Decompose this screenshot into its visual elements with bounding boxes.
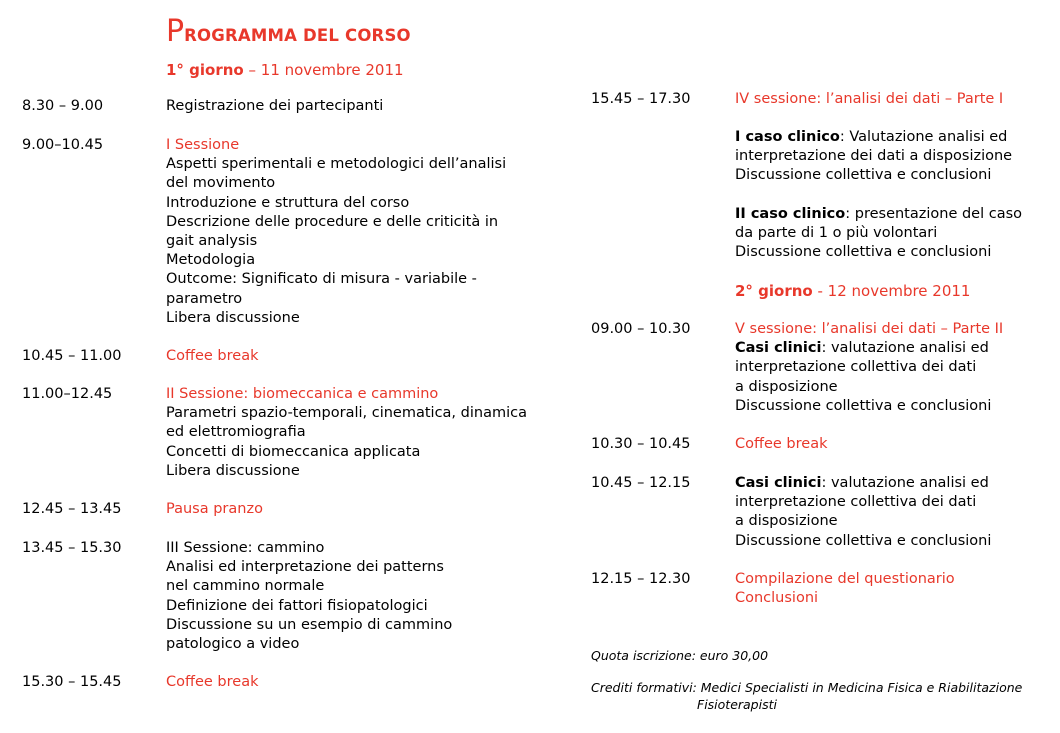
- left-line: Libera discussione: [166, 309, 300, 326]
- left-line: patologico a video: [166, 636, 300, 653]
- left-content-3: [166, 385, 527, 481]
- day-1-heading: [166, 61, 404, 79]
- title-initial: P: [166, 14, 185, 49]
- day-2-label: 2° giorno: [735, 282, 813, 300]
- left-content-6: [166, 673, 259, 692]
- left-line: ed elettromiografia: [166, 424, 306, 441]
- left-line: Discussione su un esempio di cammino: [166, 616, 453, 633]
- left-time-0: 8.30 – 9.00: [22, 98, 104, 114]
- left-line: parametro: [166, 290, 243, 307]
- right-content-0: [735, 90, 1003, 109]
- left-time-2: 10.45 – 11.00: [22, 348, 122, 364]
- left-line: Registrazione dei partecipanti: [166, 98, 384, 114]
- title-rest: ROGRAMMA DEL CORSO: [184, 26, 411, 45]
- right-line: Discussione collettiva e conclusioni: [735, 397, 992, 414]
- left-content-0: [166, 97, 383, 116]
- right-content-6: [735, 570, 955, 608]
- case-label: II caso clinico: [735, 206, 846, 222]
- right-line: : Valutazione analisi ed: [839, 129, 1008, 145]
- coffee-break: Coffee break: [166, 674, 259, 690]
- right-line: : valutazione analisi ed: [821, 340, 989, 357]
- right-line: : valutazione analisi ed: [821, 475, 989, 491]
- left-time-6: 15.30 – 15.45: [22, 674, 122, 690]
- left-time-3: 11.00–12.45: [22, 386, 113, 402]
- left-line: gait analysis: [166, 233, 258, 250]
- left-line: Libera discussione: [166, 462, 300, 479]
- right-line: a disposizione: [735, 378, 838, 395]
- left-line: Definizione dei fattori fisiopatologici: [166, 597, 428, 614]
- right-line: Discussione collettiva e conclusioni: [735, 167, 992, 184]
- right-content-2: [735, 205, 1022, 263]
- right-time-4: 10.30 – 10.45: [591, 436, 691, 452]
- right-time-5: 10.45 – 12.15: [591, 475, 691, 491]
- coffee-break: Coffee break: [735, 436, 828, 452]
- left-content-1: [166, 136, 506, 328]
- left-content-5: [166, 539, 452, 654]
- right-content-1: [735, 128, 1012, 186]
- left-line: III Sessione: cammino: [166, 540, 325, 556]
- left-line: Outcome: Significato di misura - variabile -: [166, 271, 477, 288]
- right-time-6: 12.15 – 12.30: [591, 571, 691, 587]
- session-heading: II Sessione: biomeccanica e cammino: [166, 386, 439, 402]
- right-time-3: 09.00 – 10.30: [591, 321, 691, 337]
- coffee-break: Coffee break: [166, 348, 259, 364]
- left-line: Introduzione e struttura del corso: [166, 194, 410, 211]
- left-content-2: [166, 347, 259, 366]
- right-line: Discussione collettiva e conclusioni: [735, 532, 992, 549]
- left-time-1: 9.00–10.45: [22, 137, 104, 153]
- credits-note: Crediti formativi: Medici Specialisti in Medicina Fisica e Riabilitazione: [591, 680, 1023, 695]
- day-2-date: - 12 novembre 2011: [812, 282, 971, 300]
- left-time-5: 13.45 – 15.30: [22, 540, 122, 556]
- day-1-date: – 11 novembre 2011: [243, 61, 404, 79]
- left-line: del movimento: [166, 175, 276, 192]
- right-content-3: [735, 320, 1003, 416]
- right-line: interpretazione dei dati a disposizione: [735, 148, 1013, 165]
- right-content-4: [735, 435, 828, 454]
- right-content-5: [735, 474, 991, 551]
- left-line: nel cammino normale: [166, 578, 325, 595]
- right-line: interpretazione collettiva dei dati: [735, 494, 977, 511]
- case-label: I caso clinico: [735, 129, 840, 145]
- session-heading: I Sessione: [166, 137, 240, 153]
- left-line: Analisi ed interpretazione dei patterns: [166, 559, 444, 576]
- day-1-label: 1° giorno: [166, 61, 244, 79]
- right-line: : presentazione del caso: [845, 206, 1023, 222]
- right-line: a disposizione: [735, 513, 838, 530]
- page-title: [166, 14, 411, 49]
- right-time-0: 15.45 – 17.30: [591, 91, 691, 107]
- right-line: Discussione collettiva e conclusioni: [735, 244, 992, 261]
- left-line: Metodologia: [166, 252, 256, 269]
- questionnaire-heading: Compilazione del questionario: [735, 571, 955, 587]
- left-line: Descrizione delle procedure e delle criticità in: [166, 213, 499, 230]
- left-time-4: 12.45 – 13.45: [22, 501, 122, 517]
- case-label: Casi clinici: [735, 475, 822, 491]
- right-line: interpretazione collettiva dei dati: [735, 359, 977, 376]
- right-line: da parte di 1 o più volontari: [735, 225, 938, 242]
- left-line: Parametri spazio-temporali, cinematica, dinamica: [166, 405, 527, 422]
- credits-note-2: Fisioterapisti: [697, 697, 777, 712]
- session-heading: IV sessione: l’analisi dei dati – Parte I: [735, 91, 1004, 107]
- lunch-break: Pausa pranzo: [166, 501, 263, 517]
- left-line: Aspetti sperimentali e metodologici dell’analisi: [166, 156, 507, 173]
- day-2-heading: [735, 282, 970, 300]
- session-heading: V sessione: l’analisi dei dati – Parte II: [735, 321, 1004, 337]
- case-label: Casi clinici: [735, 340, 822, 357]
- conclusions-heading: Conclusioni: [735, 590, 819, 607]
- left-line: Concetti di biomeccanica applicata: [166, 443, 421, 460]
- left-content-4: [166, 500, 263, 519]
- fee-note: Quota iscrizione: euro 30,00: [591, 648, 769, 663]
